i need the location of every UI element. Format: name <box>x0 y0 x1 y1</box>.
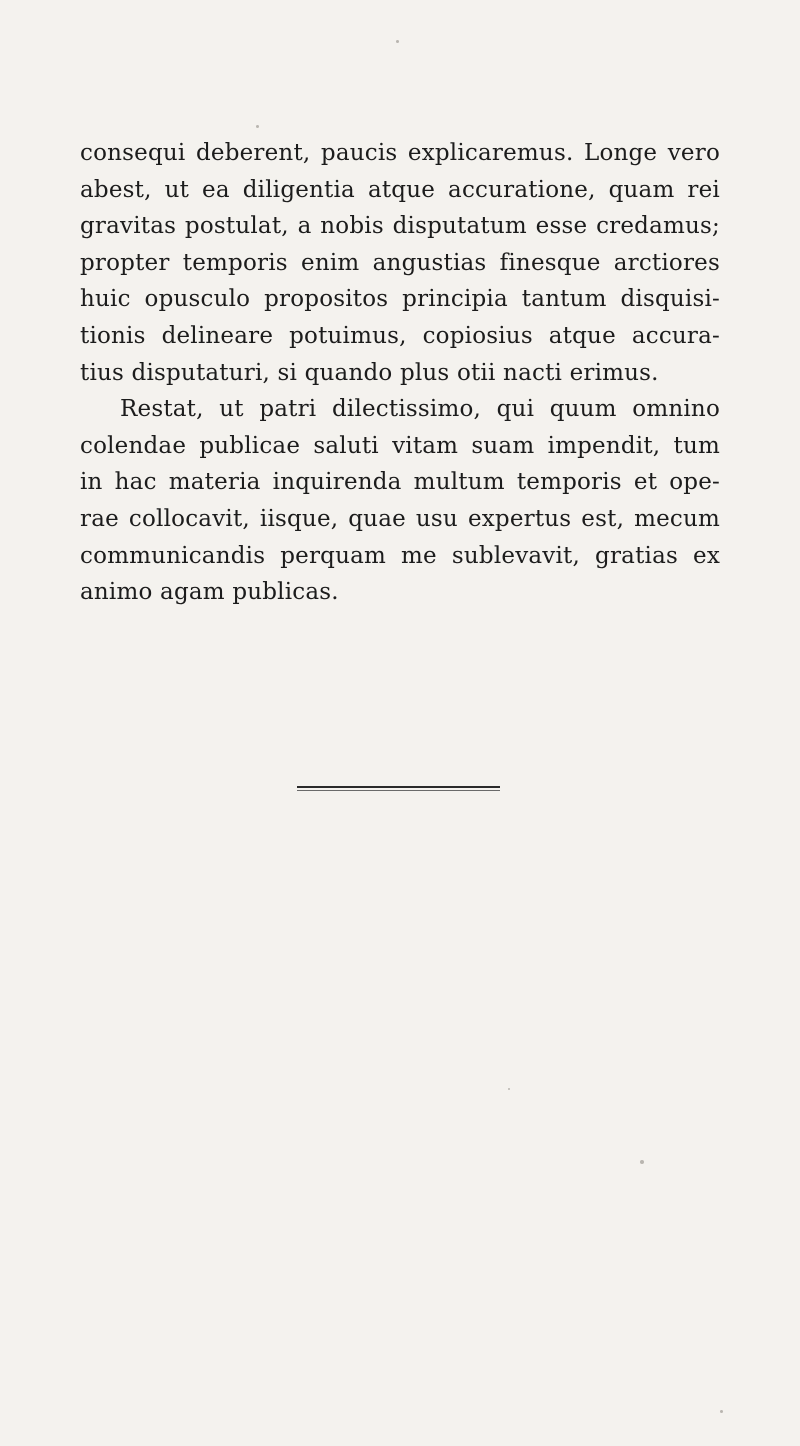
paper-speck <box>256 125 259 128</box>
text-line: colendae publicae saluti vitam suam impendit, tum <box>80 432 720 459</box>
paper-speck <box>720 1410 723 1413</box>
text-line: huic opusculo propositos principia tantum disquisi- <box>80 286 720 313</box>
text-line: rae collocavit, iisque, quae usu expertus est, mecum <box>80 505 720 532</box>
paper-speck <box>508 1088 510 1090</box>
text-line: animo agam publicas. <box>80 579 339 606</box>
text-line: in hac materia inquirenda multum temporis et ope- <box>80 469 720 496</box>
text-line: Restat, ut patri dilectissimo, qui quum omnino <box>120 396 720 423</box>
text-line: communicandis perquam me sublevavit, gratias ex <box>80 542 720 569</box>
text-line: propter temporis enim angustias finesque arctiores <box>80 249 720 276</box>
paper-speck <box>640 1160 644 1164</box>
text-line: tius disputaturi, si quando plus otii nacti erimus. <box>80 359 659 386</box>
text-line: tionis delineare potuimus, copiosius atque accura- <box>80 322 720 349</box>
text-line: abest, ut ea diligentia atque accuratione, quam rei <box>80 176 720 203</box>
text-line: gravitas postulat, a nobis disputatum esse credamus; <box>80 213 720 240</box>
text-line: consequi deberent, paucis explicaremus. Longe vero <box>80 140 720 166</box>
body-text <box>80 135 720 611</box>
section-divider <box>297 786 500 791</box>
paper-speck <box>396 40 399 43</box>
